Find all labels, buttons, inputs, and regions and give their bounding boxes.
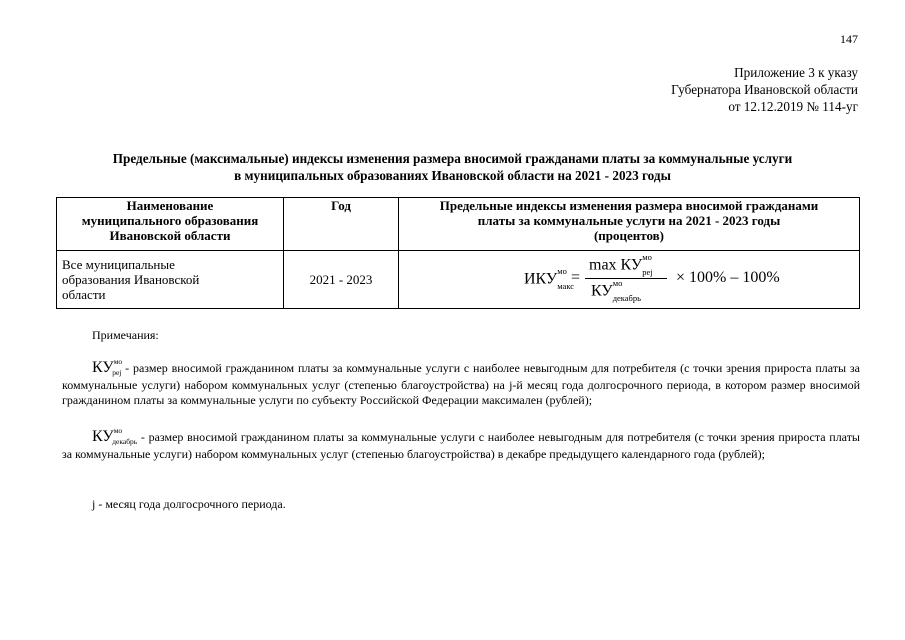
note-1-symbol: КУ [92,359,114,376]
header-municipality-line-3: Ивановской области [109,228,231,243]
formula-num-symbol: max КУ [589,256,643,274]
formula-den-symbol: КУ [591,282,613,300]
cell-municipality [57,251,284,309]
formula-equals: = [571,269,581,286]
formula-den-indices [612,278,653,303]
cell-year: 2021 - 2023 [284,251,399,309]
formula-multiplier: × 100% – 100% [676,269,780,286]
formula-num-sub-text: ре [642,267,651,277]
formula-lhs-sub: макс [557,281,575,291]
note-3: j - месяц года долгосрочного периода. [92,497,286,511]
cell-formula [399,251,860,309]
formula-num-sup: мо [642,252,652,262]
note-2-symbol: КУ [92,428,114,445]
formula-lhs-symbol: ИКУ [524,270,558,288]
header-municipality-line-2: муниципального образования [81,213,259,228]
header-municipality-line-1: Наименование [126,198,214,213]
formula-den-sub: декабрь [612,293,642,303]
appendix-line-2: Губернатора Ивановской области [671,82,858,97]
document-title [40,150,865,184]
note-2-text: - размер вносимой гражданином платы за коммунальные услуги с наиболее невыгодным для потребителя (с точки зрения прироста платы за коммунальные услуги) набором коммунальных услуг (степенью благоустройства) в декабре предыдущего календарного года (рублей); [62,430,860,461]
header-index [399,198,860,251]
formula-num-indices [642,252,664,277]
index-table [56,197,860,309]
formula-num-sub-j: j [650,267,653,277]
notes-heading: Примечания: [92,328,159,342]
note-2 [62,426,860,462]
header-year [284,198,399,251]
header-index-line-2: платы за коммунальные услуги на 2021 - 2023 годы [477,213,781,228]
header-municipality [57,198,284,251]
note-2-sup: мо [113,426,123,435]
appendix-line-3: от 12.12.2019 № 114-уг [728,99,858,114]
header-index-line-3: (процентов) [593,228,665,243]
note-2-sub: декабрь [112,437,138,446]
cell-municipality-line-2: образования Ивановской [62,272,200,287]
page-number: 147 [840,32,858,46]
header-index-line-1: Предельные индексы изменения размера вносимой гражданами [439,198,819,213]
formula-fraction [585,252,670,304]
header-year-label: Год [331,198,351,213]
appendix-line-1: Приложение 3 к указу [734,65,858,80]
formula-denominator [591,278,653,303]
title-line-1: Предельные (максимальные) индексы изменения размера вносимой гражданами платы за коммунальные услуги [112,151,793,166]
table-header-row [57,198,860,251]
formula-lhs-sup: мо [557,266,567,276]
formula-fraction-bar [585,278,667,279]
table-row [57,251,860,309]
note-1-sub: реj [112,368,122,377]
index-formula [399,251,859,308]
cell-municipality-line-1: Все муниципальные [62,257,175,272]
appendix-reference [0,64,858,115]
formula-den-sup: мо [612,278,623,288]
cell-municipality-line-3: области [62,287,106,302]
note-1-text: - размер вносимой гражданином платы за коммунальные услуги с наиболее невыгодным для потребителя (с точки зрения прироста платы за коммунальные услуги) набором коммунальных услуг (степенью благоустройства) на j-й месяц года долгосрочного периода, в котором размер вносимой гражданином платы за коммунальные услуги по субъекту Российской Федерации максимален (рублей); [62,361,860,407]
formula-numerator [589,252,664,277]
title-line-2: в муниципальных образованиях Ивановской области на 2021 - 2023 годы [234,168,671,183]
note-1 [62,357,860,409]
note-1-sup: мо [113,357,123,366]
